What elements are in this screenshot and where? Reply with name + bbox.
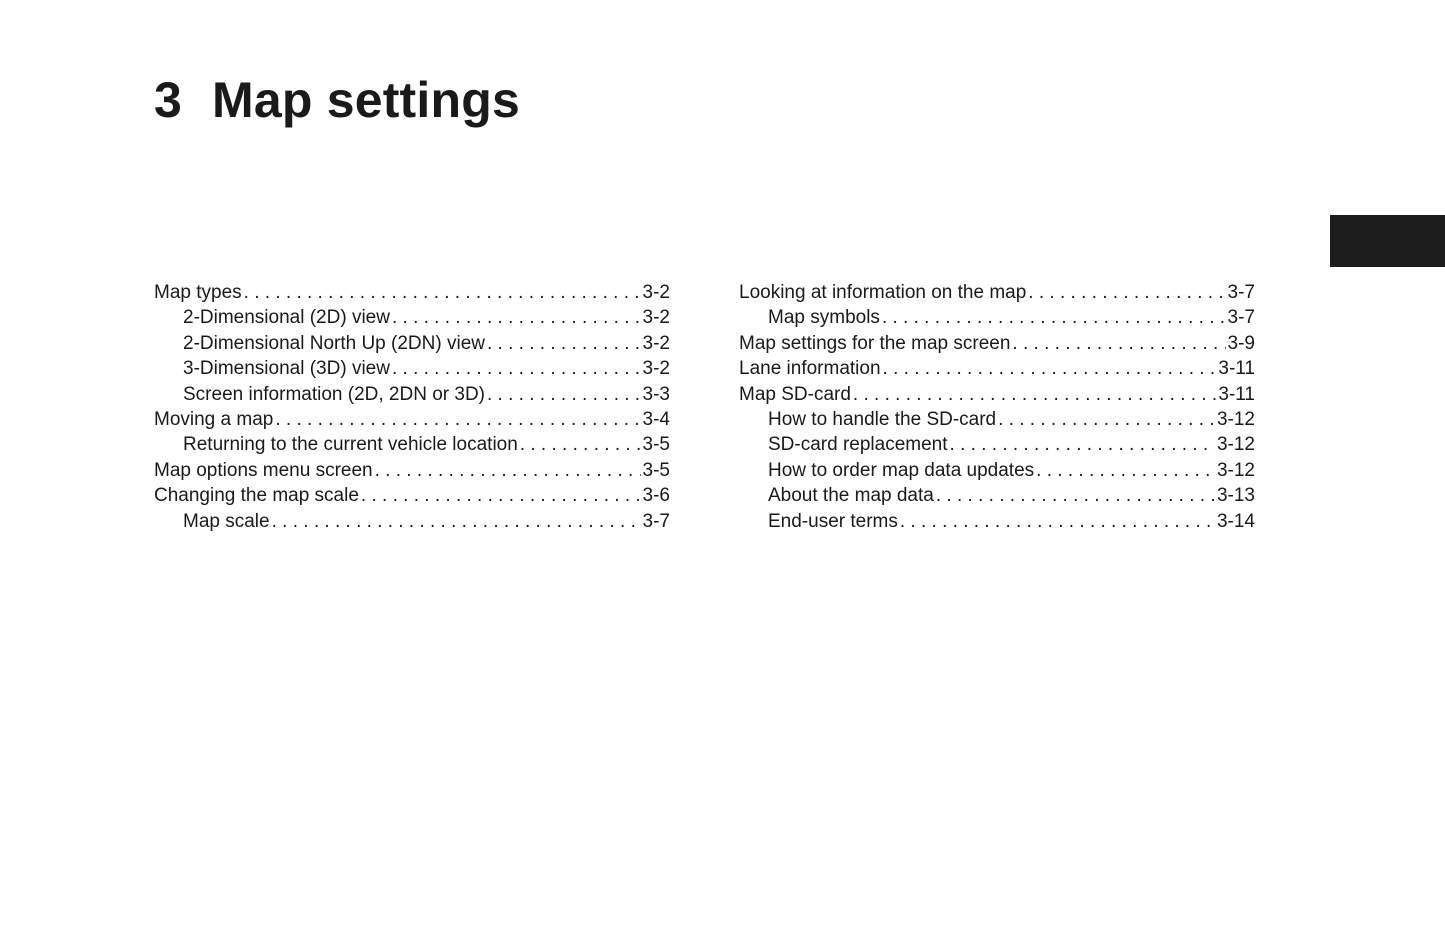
toc-page-number: 3-5 bbox=[642, 434, 670, 456]
toc-page-number: 3-6 bbox=[642, 485, 670, 507]
toc-dot-leader bbox=[487, 382, 641, 407]
toc-dot-leader bbox=[375, 458, 641, 483]
toc-page-number: 3-12 bbox=[1216, 408, 1255, 430]
toc-entry[interactable] bbox=[739, 356, 1255, 381]
toc-dot-leader bbox=[272, 509, 641, 534]
toc-subentry[interactable] bbox=[739, 305, 1255, 330]
toc-subentry[interactable] bbox=[739, 483, 1255, 508]
toc-page-number: 3-12 bbox=[1216, 459, 1255, 481]
toc-dot-leader bbox=[1012, 331, 1225, 356]
toc-page-number: 3-7 bbox=[642, 510, 670, 532]
toc-entry-label: 2-Dimensional (2D) view bbox=[183, 307, 390, 329]
toc-entry[interactable] bbox=[739, 280, 1255, 305]
toc-subentry[interactable] bbox=[154, 305, 670, 330]
toc-entry-label: Map types bbox=[154, 282, 242, 303]
toc-dot-leader bbox=[936, 483, 1215, 508]
toc-dot-leader bbox=[883, 356, 1217, 381]
toc-entry-label: Map SD-card bbox=[739, 383, 851, 405]
toc-dot-leader bbox=[361, 483, 641, 508]
toc-page-number: 3-3 bbox=[642, 383, 670, 405]
toc-page-number: 3-5 bbox=[642, 459, 670, 481]
toc-dot-leader bbox=[1028, 280, 1225, 305]
toc-entry-label: Map symbols bbox=[768, 307, 880, 329]
toc-dot-leader bbox=[1036, 458, 1215, 483]
toc-page-number: 3-13 bbox=[1216, 485, 1255, 507]
toc-page-number: 3-11 bbox=[1218, 358, 1255, 380]
toc-entry-label: End-user terms bbox=[768, 510, 898, 532]
toc-entry-label: Looking at information on the map bbox=[739, 282, 1027, 303]
toc-page-number: 3-2 bbox=[642, 332, 670, 354]
toc-entry-label: Changing the map scale bbox=[154, 485, 359, 507]
toc-entry-label: Map scale bbox=[183, 510, 270, 532]
chapter-title-text: Map settings bbox=[212, 72, 520, 128]
toc-subentry[interactable] bbox=[154, 331, 670, 356]
toc-page-number: 3-4 bbox=[642, 408, 670, 430]
toc-page-number: 3-11 bbox=[1218, 383, 1255, 405]
toc-entry-label: Screen information (2D, 2DN or 3D) bbox=[183, 383, 485, 405]
toc-right-column bbox=[739, 280, 1255, 534]
toc-dot-leader bbox=[244, 280, 641, 305]
toc-page-number: 3-14 bbox=[1216, 510, 1255, 532]
toc-dot-leader bbox=[950, 432, 1215, 457]
toc-dot-leader bbox=[520, 432, 641, 457]
toc-entry[interactable] bbox=[154, 280, 670, 305]
toc-entry[interactable] bbox=[154, 407, 670, 432]
toc-entry-label: Moving a map bbox=[154, 408, 274, 430]
toc-entry-label: Lane information bbox=[739, 358, 881, 380]
toc-entry-label: 3-Dimensional (3D) view bbox=[183, 358, 390, 380]
toc-entry[interactable] bbox=[154, 483, 670, 508]
toc-entry[interactable] bbox=[739, 382, 1255, 407]
toc-dot-leader bbox=[853, 382, 1216, 407]
toc-subentry[interactable] bbox=[739, 509, 1255, 534]
toc-page-number: 3-12 bbox=[1216, 434, 1255, 456]
toc-subentry[interactable] bbox=[739, 458, 1255, 483]
toc-entry-label: 2-Dimensional North Up (2DN) view bbox=[183, 332, 485, 354]
toc-entry[interactable] bbox=[154, 458, 670, 483]
toc-page-number: 3-7 bbox=[1227, 307, 1255, 329]
chapter-number: 3 bbox=[154, 72, 183, 128]
chapter-title bbox=[154, 68, 520, 132]
toc-subentry[interactable] bbox=[154, 509, 670, 534]
toc-subentry[interactable] bbox=[154, 356, 670, 381]
toc-dot-leader bbox=[882, 305, 1226, 330]
toc-page-number: 3-9 bbox=[1227, 332, 1255, 354]
toc-dot-leader bbox=[392, 305, 641, 330]
chapter-thumb-tab bbox=[1330, 215, 1445, 267]
toc-page-number: 3-2 bbox=[642, 358, 670, 380]
toc-subentry[interactable] bbox=[739, 407, 1255, 432]
toc-entry-label: Returning to the current vehicle location bbox=[183, 434, 518, 456]
toc-dot-leader bbox=[487, 331, 641, 356]
toc-dot-leader bbox=[275, 407, 640, 432]
toc-left-column bbox=[154, 280, 670, 534]
toc-entry-label: About the map data bbox=[768, 485, 934, 507]
toc-entry-label: SD-card replacement bbox=[768, 434, 948, 456]
toc-entry[interactable] bbox=[739, 331, 1255, 356]
toc-subentry[interactable] bbox=[154, 382, 670, 407]
toc-dot-leader bbox=[900, 509, 1215, 534]
toc-subentry[interactable] bbox=[739, 432, 1255, 457]
toc-dot-leader bbox=[998, 407, 1215, 432]
toc-page-number: 3-2 bbox=[642, 282, 670, 303]
toc-page-number: 3-2 bbox=[642, 307, 670, 329]
toc-page-number: 3-7 bbox=[1227, 282, 1255, 303]
toc-entry-label: How to handle the SD-card bbox=[768, 408, 997, 430]
toc-dot-leader bbox=[392, 356, 641, 381]
toc-subentry[interactable] bbox=[154, 432, 670, 457]
toc-entry-label: Map options menu screen bbox=[154, 459, 373, 481]
toc-entry-label: Map settings for the map screen bbox=[739, 332, 1011, 354]
toc-entry-label: How to order map data updates bbox=[768, 459, 1035, 481]
